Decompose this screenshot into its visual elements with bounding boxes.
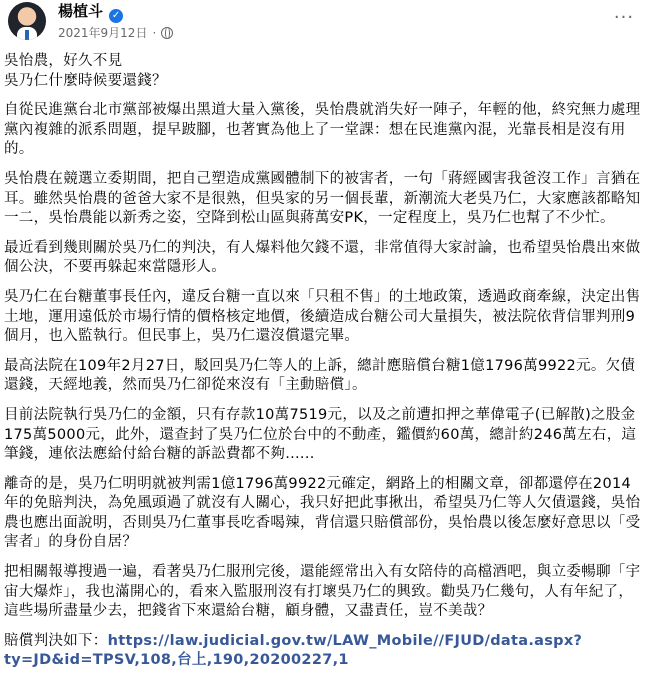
post-paragraph: 吳乃仁在台糖董事長任內，違反台糖一直以來「只租不售」的土地政策，透過政商牽線，決定出售土地，運用遠低於市場行情的價格核定地價，後續造成台糖公司大量損失，被法院依背信罪判刑9個月，也入監執行。但民事上，吳乃仁還沒償還完畢。 <box>4 288 641 345</box>
post-paragraph: 最高法院在109年2月27日，駁回吳乃仁等人的上訴，總計應賠償台糖1億1796萬9922元。欠債還錢，天經地義，然而吳乃仁卻從來沒有「主動賠償」。 <box>4 357 636 394</box>
post-paragraph: 自從民進黨台北市黨部被爆出黑道大量入黨後，吳怡農就消失好一陣子，年輕的他，終究無力處理黨內複雜的派系問題，提早跛腳，也著實為他上了一堂課：想在民進黨內混，光靠長相是沒有用的。 <box>4 102 641 158</box>
author-avatar[interactable] <box>8 2 46 40</box>
ruling-label: 賠償判決如下： <box>4 632 108 649</box>
more-options-button[interactable] <box>612 7 636 30</box>
post-paragraph: 最近看到幾則關於吳乃仁的判決，有人爆料他欠錢不還，非常值得大家討論，也希望吳怡農出來做個公決，不要再躲起來當隱形人。 <box>4 239 641 276</box>
post-paragraph: 離奇的是，吳乃仁明明就被判需1億1796萬9922元確定，網路上的相關文章，卻都還停在2014年的免賠判決，為免風頭過了就沒有人關心，我只好把此事揪出，希望吳乃仁等人欠債還錢，吳怡農也應出面說明，否則吳乃仁董事長吃香喝辣，背信還只賠償部份，吳怡農以後怎麼好意思以「受害者」的身份自居？ <box>4 475 641 551</box>
avatar-tie <box>25 30 29 40</box>
post-body <box>0 52 650 681</box>
post-paragraph: 目前法院執行吳乃仁的金額，只有存款10萬7519元，以及之前遭扣押之華偉電子(已解散)之股金175萬5000元，此外，還查封了吳乃仁位於台中的不動產，鑑價約60萬，總計約246萬左右，這筆錢，連依法應給付給台糖的訴訟費都不夠...... <box>4 406 637 463</box>
more-dots-icon: ··· <box>613 7 635 28</box>
globe-icon <box>161 27 173 39</box>
post-paragraph: 吳怡農在競選立委期間，把自己塑造成黨國體制下的被害者，一句「蔣經國害我爸沒工作」言猶在耳。雖然吳怡農的爸爸大家不是很熟，但吳家的另一個長輩，新潮流大老吳乃仁，大家應該都略知一二，吳怡農能以新秀之姿，空降到松山區與蔣萬安PK，一定程度上，吳乃仁也幫了不少忙。 <box>4 170 641 227</box>
verified-badge-icon: ✓ <box>109 9 123 23</box>
ruling-paragraph <box>4 632 642 671</box>
author-name[interactable]: 楊植斗 <box>58 2 104 20</box>
ruling-link[interactable]: https://law.judicial.gov.tw/LAW_Mobile//FJUD/data.aspx?ty=JD&id=TPSV,108,台上,190,20200227,1 <box>4 632 583 669</box>
post-meta <box>58 25 173 41</box>
author-name-row <box>58 1 123 23</box>
post-header <box>0 0 650 52</box>
post-paragraph: 把相關報導搜過一遍，看著吳乃仁服刑完後，還能經常出入有女陪侍的高檔酒吧，與立委暢聊「宇宙大爆炸」，我也滿開心的，看來入監服刑沒有打壞吳乃仁的興致。勸吳乃仁幾句，人有年紀了，這些場所盡量少去，把錢省下來還給台糖，顧身體，又盡責任，豈不美哉？ <box>4 564 641 620</box>
post-paragraph: 吳怡農，好久不見 吳乃仁什麼時候要還錢？ <box>4 53 167 89</box>
post-date[interactable]: 2021年9月12日 <box>58 26 148 40</box>
meta-separator: · <box>152 26 157 40</box>
